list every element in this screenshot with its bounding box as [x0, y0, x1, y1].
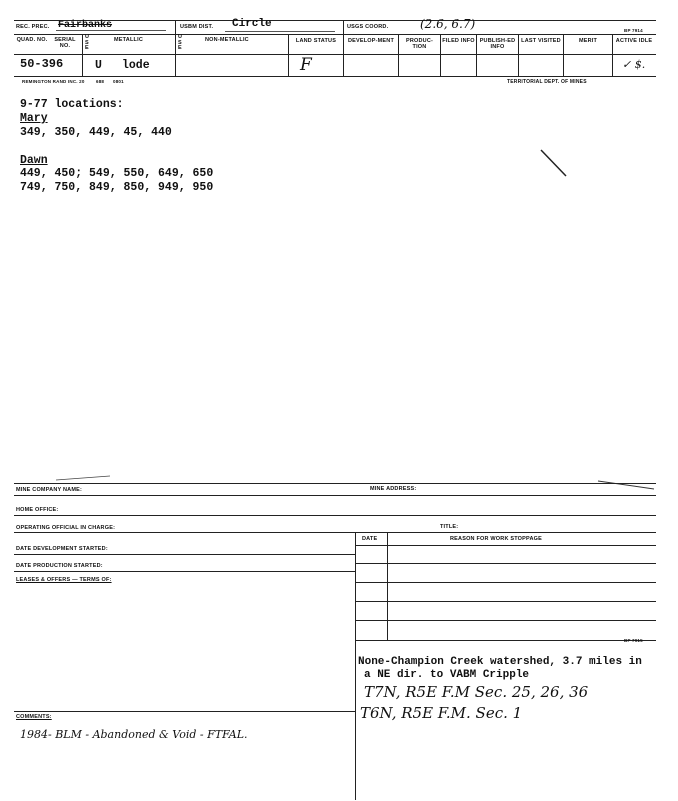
col-production: PRODUC-TION — [405, 38, 434, 50]
location-hand-2: T6N, R5E F.M. Sec. 1 — [360, 704, 523, 722]
col-merit: MERIT — [578, 38, 598, 44]
printer-imprint: REMINGTON RAND INC. 20 — [22, 79, 85, 84]
col-published-info: PUBLISH-ED INFO — [479, 38, 516, 50]
stoppage-rule-4 — [355, 601, 656, 602]
lower-rule-2 — [14, 495, 656, 496]
col-land-status: LAND STATUS — [295, 38, 337, 44]
rec-prec-label: REC. PREC. — [16, 24, 50, 30]
usgs-coord-label: USGS COORD. — [347, 24, 389, 30]
leases-label: LEASES & OFFERS — TERMS OF: — [16, 577, 112, 583]
date-column-label: DATE — [362, 536, 378, 542]
form-number: BP 7914 — [624, 28, 643, 33]
col-use-letters-1: U S E — [85, 34, 90, 51]
quad-serial-value: 50-396 — [20, 57, 64, 71]
location-line-2: a NE dir. to VABM Cripple — [364, 669, 530, 681]
location-line-1: None-Champion Creek watershed, 3.7 miles in — [358, 656, 642, 668]
printer-code-2: 0801 — [113, 79, 124, 84]
col-non-metallic: NON-METALLIC — [205, 37, 249, 43]
claim-name-dawn: Dawn — [20, 154, 48, 167]
col-metallic: METALLIC — [114, 37, 143, 43]
lower-left-rule-1 — [14, 554, 355, 555]
form-number-2: BP 7915 — [624, 638, 643, 643]
notes-heading: 9-77 locations: — [20, 98, 124, 111]
date-development-label: DATE DEVELOPMENT STARTED: — [16, 546, 108, 552]
date-production-label: DATE PRODUCTION STARTED: — [16, 563, 103, 569]
stoppage-rule-1 — [355, 545, 656, 546]
land-status-value: F — [300, 55, 312, 75]
usbm-dist-value: Circle — [232, 18, 272, 30]
location-hand-1: T7N, R5E F.M Sec. 25, 26, 36 — [364, 683, 589, 701]
dept-imprint: TERRITORIAL DEPT. OF MINES — [507, 79, 587, 85]
col-filed-info: FILED INFO — [442, 38, 475, 44]
col-use-letters-2: U S E — [178, 34, 183, 51]
claim-numbers-dawn-2: 749, 750, 849, 850, 949, 950 — [20, 181, 214, 194]
lower-rule-3 — [14, 515, 656, 516]
stoppage-rule-3 — [355, 582, 656, 583]
col-active-idle: ACTIVE IDLE — [615, 38, 653, 44]
comments-label: COMMENTS: — [16, 714, 52, 720]
col-last-visited: LAST VISITED — [521, 38, 561, 44]
title-label: TITLE: — [440, 524, 459, 530]
remarks-vline — [355, 640, 356, 800]
lower-rule-1 — [14, 483, 656, 484]
stoppage-vline-2 — [387, 532, 388, 640]
claim-numbers-dawn-1: 449, 450; 549, 550, 649, 650 — [20, 167, 214, 180]
stoppage-rule-5 — [355, 620, 656, 621]
lower-left-rule-2 — [14, 571, 355, 572]
col-development: DEVELOP-MENT — [347, 38, 395, 44]
stoppage-vline-1 — [355, 532, 356, 640]
claim-name-mary: Mary — [20, 112, 48, 125]
comments-rule — [14, 711, 355, 712]
stoppage-rule-2 — [355, 563, 656, 564]
operating-official-label: OPERATING OFFICIAL IN CHARGE: — [16, 525, 116, 531]
pen-stroke-mark — [541, 150, 566, 176]
pen-stroke-mark-3 — [56, 476, 110, 480]
mine-address-label: MINE ADDRESS: — [370, 486, 417, 492]
home-office-label: HOME OFFICE: — [16, 507, 59, 513]
stoppage-rule-6 — [355, 640, 656, 641]
mine-company-label: MINE COMPANY NAME: — [16, 487, 83, 493]
reason-column-label: REASON FOR WORK STOPPAGE — [450, 536, 542, 542]
col-quad-no: QUAD. NO. — [16, 37, 48, 43]
active-idle-value: ✓ $. — [622, 58, 646, 71]
lower-rule-4 — [14, 532, 656, 533]
metallic-value: lode — [122, 59, 150, 72]
col-serial-no: SERIAL NO. — [54, 37, 76, 49]
usgs-coord-value: (2.6, 6.7) — [420, 17, 476, 31]
comments-value: 1984- BLM - Abandoned & Void - FTFAL. — [20, 728, 248, 741]
usbm-dist-label: USBM DIST. — [180, 24, 214, 30]
rec-prec-value: Fairbanks — [58, 20, 113, 31]
printer-code-1: 688 — [96, 79, 105, 84]
claim-numbers-mary: 349, 350, 449, 45, 440 — [20, 126, 172, 139]
metallic-use-value: U — [95, 59, 102, 72]
